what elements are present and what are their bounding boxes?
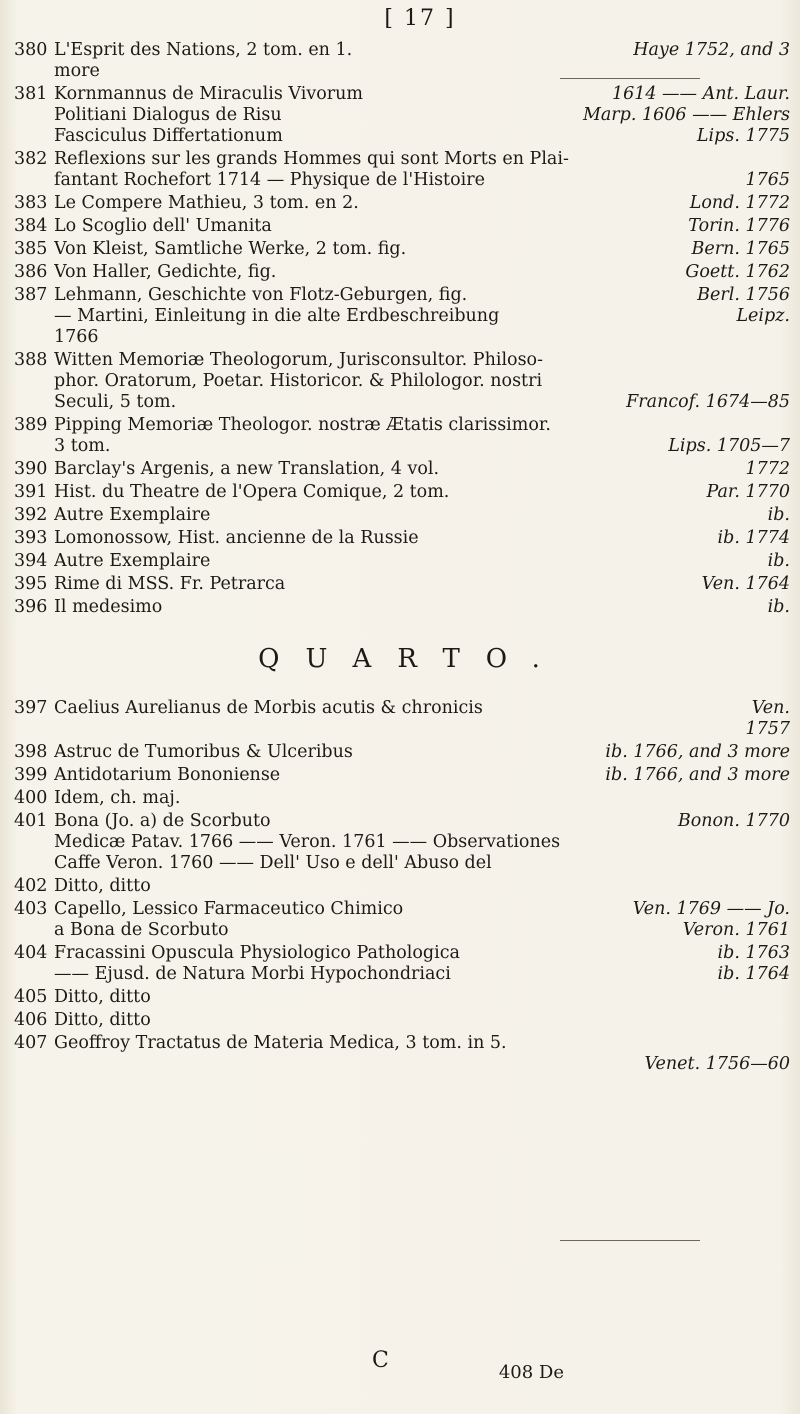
entry-line [54,1010,790,1031]
entry-line [54,719,790,740]
catalogue-entry [14,40,790,82]
catalogue-entry [14,899,790,941]
entry-title: Ditto, ditto [54,1010,151,1030]
entry-imprint: 1765 [745,170,790,190]
entry-line [54,832,790,853]
entry-line [54,876,790,897]
entry-imprint [782,832,790,853]
entry-imprint: Venet. 1756—60 [644,1054,790,1074]
entry-line [54,371,790,392]
catalogue-entry [14,459,790,480]
catalogue-entry [14,788,790,809]
entry-imprint [782,1033,790,1054]
lot-number: 390 [14,459,48,479]
lot-number: 381 [14,84,48,104]
entry-line [54,811,790,832]
entry-imprint: Lips. 1705—7 [668,436,790,456]
catalogue-entry [14,285,790,348]
entry-line [54,788,790,809]
entry-text [54,899,790,941]
entry-text [54,574,790,595]
entry-title: Von Haller, Gedichte, fig. [54,262,277,282]
entry-line [54,574,790,595]
entry-text [54,193,790,214]
lot-number: 396 [14,597,48,617]
entry-line [54,964,790,985]
entry-imprint: 1772 [745,459,790,479]
entry-text [54,84,790,147]
entry-title: Witten Memoriæ Theologorum, Jurisconsultor. Philoso- [54,350,544,370]
catalogue-entry [14,415,790,457]
entry-line [54,742,790,763]
entry-text [54,239,790,260]
entry-text [54,811,790,874]
entry-imprint: Par. 1770 [706,482,790,502]
entry-line [54,765,790,786]
entry-text [54,551,790,572]
lot-number: 393 [14,528,48,548]
entry-imprint: ib. 1764 [717,964,790,984]
lot-number: 404 [14,943,48,963]
entry-imprint [782,987,790,1008]
entry-imprint: ib. 1774 [717,528,790,548]
entry-text [54,482,790,503]
entry-line [54,853,790,874]
entry-imprint: Lips. 1775 [696,126,790,146]
entry-title: Capello, Lessico Farmaceutico Chimico [54,899,404,919]
lot-number: 400 [14,788,48,808]
entry-imprint: Berl. 1756 [697,285,790,305]
entry-imprint [782,61,790,82]
entry-line [54,459,790,480]
entry-imprint [782,1010,790,1031]
catalogue-entry [14,765,790,786]
entry-title: Ditto, ditto [54,987,151,1007]
entry-title: Ditto, ditto [54,876,151,896]
lot-number: 394 [14,551,48,571]
entry-imprint: Francof. 1674—85 [626,392,790,412]
entry-title: Astruc de Tumoribus & Ulceribus [54,742,353,762]
lot-number: 398 [14,742,48,762]
entry-text [54,597,790,618]
entry-title: 3 tom. [54,436,111,456]
entry-line [54,551,790,572]
entry-line [54,285,790,306]
rule-line [560,78,700,79]
entry-title: Pipping Memoriæ Theologor. nostræ Ætatis clarissimor. [54,415,551,435]
entry-title: Reflexions sur les grands Hommes qui sont Morts en Plai- [54,149,569,169]
entry-title: Lomonossow, Hist. ancienne de la Russie [54,528,419,548]
entry-text [54,262,790,283]
entry-imprint: Ven. [751,698,790,718]
entry-title: Caffe Veron. 1760 —— Dell' Uso e dell' Abuso del [54,853,492,873]
catalogue-entry [14,742,790,763]
lot-number: 382 [14,149,48,169]
catalogue-entry [14,262,790,283]
entry-line [54,327,790,348]
catalogue-entry [14,350,790,413]
catalogue-entry [14,482,790,503]
octavo-list [14,40,790,618]
entry-title: Politiani Dialogus de Risu [54,105,282,125]
entry-line [54,126,790,147]
entry-imprint: Haye 1752, and 3 [633,40,790,60]
lot-number: 385 [14,239,48,259]
entry-line [54,920,790,941]
entry-line [54,505,790,526]
entry-line [54,262,790,283]
signature-mark: C [372,1348,389,1373]
entry-line [54,415,790,436]
entry-text [54,149,790,191]
lot-number: 401 [14,811,48,831]
catalogue-entry [14,1010,790,1031]
catalogue-entry [14,84,790,147]
entry-text [54,742,790,763]
lot-number: 380 [14,40,48,60]
entry-imprint [782,371,790,392]
entry-title: more [54,61,100,81]
entry-line [54,1054,790,1075]
entry-title: Lo Scoglio dell' Umanita [54,216,272,236]
entry-line [54,436,790,457]
entry-imprint: Goett. 1762 [685,262,790,282]
entry-imprint: Ven. 1769 —— Jo. [632,899,790,919]
page-number: [ 17 ] [384,6,456,31]
entry-text [54,216,790,237]
entry-imprint: Bern. 1765 [691,239,790,259]
entry-title: Antidotarium Bononiense [54,765,281,785]
entry-text [54,459,790,480]
entry-imprint: ib. 1766, and 3 more [605,742,790,762]
entry-imprint: Ven. 1764 [701,574,790,594]
lot-number: 405 [14,987,48,1007]
entry-title: Fasciculus Differtationum [54,126,283,146]
catalogue-entry [14,574,790,595]
entry-imprint [782,876,790,897]
entry-line [54,170,790,191]
entry-line [54,306,790,327]
section-heading-quarto: QUARTO. [258,644,566,674]
entry-title: fantant Rochefort 1714 — Physique de l'Histoire [54,170,485,190]
lot-number: 391 [14,482,48,502]
lot-number: 383 [14,193,48,213]
entry-title: Lehmann, Geschichte von Flotz-Geburgen, fig. [54,285,468,305]
entry-title: 1766 [54,327,99,347]
lot-number: 387 [14,285,48,305]
catalogue-entry [14,1033,790,1075]
entry-line [54,40,790,61]
entry-text [54,285,790,348]
catalogue-entry [14,239,790,260]
entry-imprint [782,149,790,170]
entry-imprint: ib. 1763 [717,943,790,963]
catalogue-entry [14,193,790,214]
catalogue-entry [14,551,790,572]
entry-title [54,1054,637,1075]
entry-imprint: 1757 [745,719,790,739]
lot-number: 395 [14,574,48,594]
lot-number: 403 [14,899,48,919]
entry-title: Von Kleist, Samtliche Werke, 2 tom. fig. [54,239,407,259]
entry-line [54,350,790,371]
catalogue-entry [14,597,790,618]
entry-imprint [782,853,790,874]
catalogue-entry [14,216,790,237]
entry-imprint: Torin. 1776 [688,216,790,236]
catalogue-entries [14,40,790,1077]
entry-imprint: Bonon. 1770 [677,811,790,831]
entry-line [54,698,790,719]
entry-title: Fracassini Opuscula Physiologico Pathologica [54,943,460,963]
entry-imprint: ib. [767,597,790,617]
lot-number: 386 [14,262,48,282]
catchword: 408 De [498,1362,564,1383]
entry-line [54,239,790,260]
entry-line [54,899,790,920]
entry-title: Hist. du Theatre de l'Opera Comique, 2 tom. [54,482,450,502]
entry-text [54,505,790,526]
entry-title: L'Esprit des Nations, 2 tom. en 1. [54,40,353,60]
entry-text [54,943,790,985]
catalogue-entry [14,698,790,740]
lot-number: 399 [14,765,48,785]
entry-line [54,193,790,214]
entry-title: Medicæ Patav. 1766 —— Veron. 1761 —— Observationes [54,832,561,852]
entry-title: Autre Exemplaire [54,505,211,525]
entry-title: Rime di MSS. Fr. Petrarca [54,574,286,594]
catalogue-entry [14,528,790,549]
entry-line [54,1033,790,1054]
entry-title: phor. Oratorum, Poetar. Historicor. & Philologor. nostri [54,371,543,391]
entry-line [54,597,790,618]
lot-number: 402 [14,876,48,896]
entry-line [54,216,790,237]
catalogue-entry [14,811,790,874]
entry-text [54,1010,790,1031]
entry-title: Caelius Aurelianus de Morbis acutis & chronicis [54,698,483,718]
entry-imprint: 1614 —— Ant. Laur. [611,84,790,104]
entry-imprint: Marp. 1606 —— Ehlers [582,105,790,125]
entry-line [54,84,790,105]
entry-text [54,415,790,457]
entry-imprint: ib. [767,505,790,525]
catalogue-entry [14,943,790,985]
entry-imprint [782,327,790,348]
entry-line [54,482,790,503]
entry-text [54,528,790,549]
entry-title: Idem, ch. maj. [54,788,181,808]
entry-text [54,1033,790,1075]
entry-title: Le Compere Mathieu, 3 tom. en 2. [54,193,359,213]
entry-imprint: ib. [767,551,790,571]
entry-line [54,987,790,1008]
entry-title: Bona (Jo. a) de Scorbuto [54,811,271,831]
entry-title: Kornmannus de Miraculis Vivorum [54,84,363,104]
entry-text [54,350,790,413]
entry-title: Seculi, 5 tom. [54,392,177,412]
entry-text [54,698,790,740]
entry-imprint [782,350,790,371]
entry-line [54,528,790,549]
entry-imprint [782,415,790,436]
entry-imprint [782,788,790,809]
lot-number: 407 [14,1033,48,1053]
entry-line [54,105,790,126]
entry-title: Barclay's Argenis, a new Translation, 4 vol. [54,459,440,479]
lot-number: 389 [14,415,48,435]
catalogue-entry [14,149,790,191]
lot-number: 384 [14,216,48,236]
entry-title: Autre Exemplaire [54,551,211,571]
lot-number: 397 [14,698,48,718]
entry-title: Il medesimo [54,597,163,617]
entry-imprint: Veron. 1761 [682,920,790,940]
entry-imprint: Lond. 1772 [689,193,790,213]
entry-line [54,943,790,964]
entry-line [54,392,790,413]
entry-text [54,788,790,809]
entry-text [54,40,790,82]
rule-line [560,1240,700,1241]
catalogue-entry [14,505,790,526]
entry-text [54,765,790,786]
entry-text [54,876,790,897]
entry-title: —— Ejusd. de Natura Morbi Hypochondriaci [54,964,451,984]
entry-title: a Bona de Scorbuto [54,920,229,940]
lot-number: 406 [14,1010,48,1030]
entry-imprint: Leipz. [736,306,790,326]
entry-imprint: ib. 1766, and 3 more [605,765,790,785]
catalogue-entry [14,876,790,897]
entry-title [54,719,737,740]
quarto-list [14,698,790,1075]
entry-text [54,987,790,1008]
entry-line [54,149,790,170]
entry-title: Geoffroy Tractatus de Materia Medica, 3 tom. in 5. [54,1033,507,1053]
lot-number: 388 [14,350,48,370]
lot-number: 392 [14,505,48,525]
entry-title: — Martini, Einleitung in die alte Erdbeschreibung [54,306,500,326]
catalogue-entry [14,987,790,1008]
